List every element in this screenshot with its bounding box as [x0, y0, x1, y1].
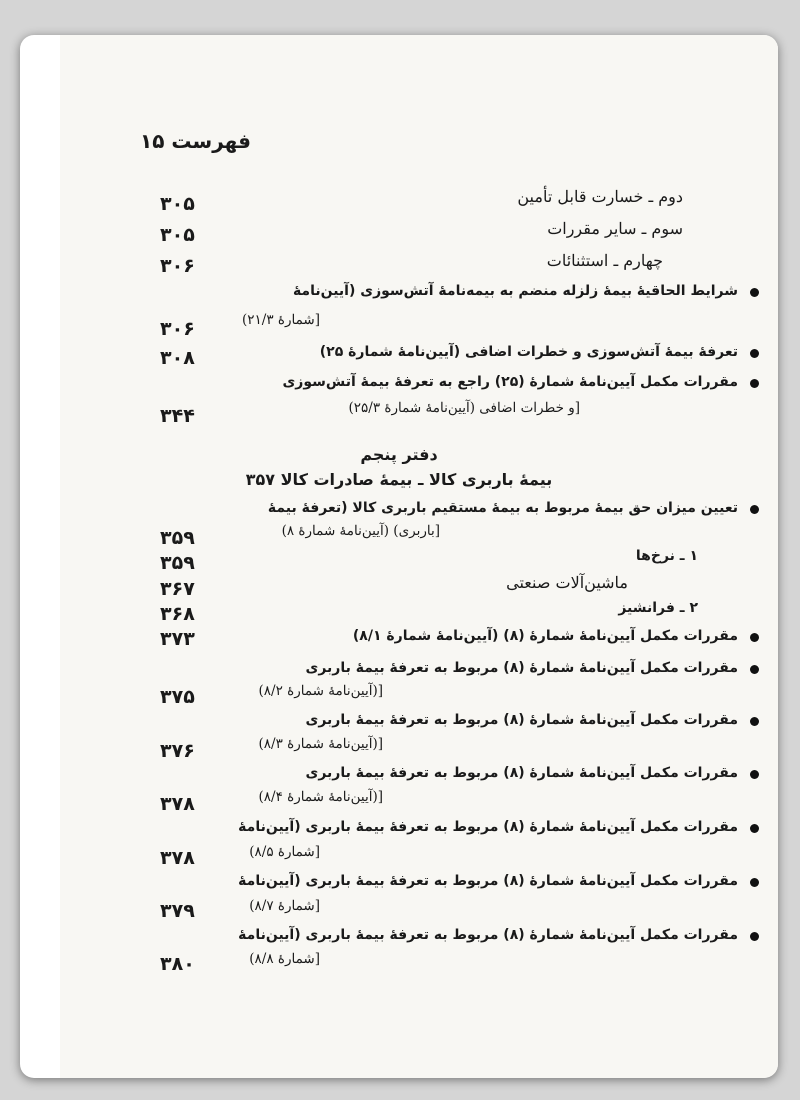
bullet-icon — [750, 878, 759, 887]
toc-entry: ماشین‌آلات صنعتی — [506, 573, 628, 592]
toc-entry-continuation: [شمارهٔ ۲۱/۳) — [242, 312, 320, 328]
bullet-icon — [750, 379, 759, 388]
bullet-icon — [750, 665, 759, 674]
page-number: ۳۰۶ — [160, 318, 195, 340]
toc-entry: تعیین میزان حق بیمهٔ مربوط به بیمهٔ مستقیم باربری کالا (تعرفهٔ بیمهٔ — [267, 500, 738, 516]
toc-entry-continuation: [(آیین‌نامهٔ شمارهٔ ۸/۴) — [258, 789, 383, 805]
page-number: ۳۵۹ — [160, 552, 195, 574]
page-number: ۳۸۰ — [160, 953, 195, 975]
toc-entry-continuation: [(آیین‌نامهٔ شمارهٔ ۸/۳) — [258, 736, 383, 752]
toc-entry: مقررات مکمل آیین‌نامهٔ شمارهٔ (۸) مربوط به تعرفهٔ بیمهٔ باربری — [305, 712, 738, 728]
page-header: فهرست ۱۵ — [140, 129, 251, 153]
page-number: ۳۰۵ — [160, 193, 195, 215]
page-number: ۳۷۶ — [160, 740, 195, 762]
toc-entry: سوم ـ سایر مقررات — [547, 219, 683, 238]
toc-entry: چهارم ـ استثنائات — [546, 251, 663, 270]
bullet-icon — [750, 717, 759, 726]
toc-entry: شرایط الحاقیهٔ بیمهٔ زلزله منضم به بیمه‌نامهٔ آتش‌سوزی (آیین‌نامهٔ — [292, 283, 738, 299]
page-number: ۳۰۶ — [160, 255, 195, 277]
page-number: ۳۶۸ — [160, 603, 195, 625]
toc-entry-continuation: [شمارهٔ ۸/۵) — [249, 844, 320, 860]
toc-entry: مقررات مکمل آیین‌نامهٔ شمارهٔ (۸) مربوط به تعرفهٔ بیمهٔ باربری (آیین‌نامهٔ — [238, 873, 738, 889]
toc-entry-continuation: [شمارهٔ ۸/۷) — [249, 898, 320, 914]
page-number: ۳۶۷ — [160, 578, 195, 600]
toc-entry-continuation: [و خطرات اضافی (آیین‌نامهٔ شمارهٔ ۲۵/۳) — [348, 400, 580, 416]
section-subtitle — [20, 472, 778, 488]
section-subtitle-text: بیمهٔ باربری کالا ـ بیمهٔ صادرات کالا — [280, 470, 553, 489]
page-number: ۳۰۵ — [160, 224, 195, 246]
toc-entry: مقررات مکمل آیین‌نامهٔ شمارهٔ (۲۵) راجع به تعرفهٔ بیمهٔ آتش‌سوزی — [282, 374, 738, 390]
toc-entry-continuation: [باربری) (آیین‌نامهٔ شمارهٔ ۸) — [281, 523, 440, 539]
toc-entry: ۱ ـ نرخ‌ها — [635, 548, 698, 564]
toc-entry-continuation: [(آیین‌نامهٔ شمارهٔ ۸/۲) — [258, 683, 383, 699]
page-number: ۳۷۳ — [160, 628, 195, 650]
bullet-icon — [750, 349, 759, 358]
section-title: دفتر پنجم — [360, 445, 438, 464]
toc-entry: تعرفهٔ بیمهٔ آتش‌سوزی و خطرات اضافی (آیین‌نامهٔ شمارهٔ ۲۵) — [319, 344, 738, 360]
toc-entry: مقررات مکمل آیین‌نامهٔ شمارهٔ (۸) مربوط به تعرفهٔ بیمهٔ باربری — [305, 660, 738, 676]
bullet-icon — [750, 770, 759, 779]
toc-entry: مقررات مکمل آیین‌نامهٔ شمارهٔ (۸) (آیین‌نامهٔ شمارهٔ ۸/۱) — [352, 628, 738, 644]
toc-entry-continuation: [شمارهٔ ۸/۸) — [249, 951, 320, 967]
section-subtitle-page: ۳۵۷ — [245, 470, 276, 489]
bullet-icon — [750, 824, 759, 833]
toc-entry: مقررات مکمل آیین‌نامهٔ شمارهٔ (۸) مربوط به تعرفهٔ بیمهٔ باربری — [305, 765, 738, 781]
toc-entry: دوم ـ خسارت قابل تأمین — [517, 187, 683, 206]
bullet-icon — [750, 932, 759, 941]
page-number: ۳۷۸ — [160, 847, 195, 869]
page-frame — [20, 35, 778, 1078]
bullet-icon — [750, 505, 759, 514]
toc-entry: مقررات مکمل آیین‌نامهٔ شمارهٔ (۸) مربوط به تعرفهٔ بیمهٔ باربری (آیین‌نامهٔ — [238, 819, 738, 835]
bullet-icon — [750, 288, 759, 297]
page-number: ۳۴۴ — [160, 405, 195, 427]
page-number: ۳۵۹ — [160, 527, 195, 549]
page-number: ۳۷۵ — [160, 686, 195, 708]
bullet-icon — [750, 633, 759, 642]
page-number: ۳۰۸ — [160, 347, 195, 369]
page-number: ۳۷۹ — [160, 900, 195, 922]
page-number: ۳۷۸ — [160, 793, 195, 815]
toc-entry: مقررات مکمل آیین‌نامهٔ شمارهٔ (۸) مربوط به تعرفهٔ بیمهٔ باربری (آیین‌نامهٔ — [238, 927, 738, 943]
toc-entry: ۲ ـ فرانشیز — [618, 600, 698, 616]
